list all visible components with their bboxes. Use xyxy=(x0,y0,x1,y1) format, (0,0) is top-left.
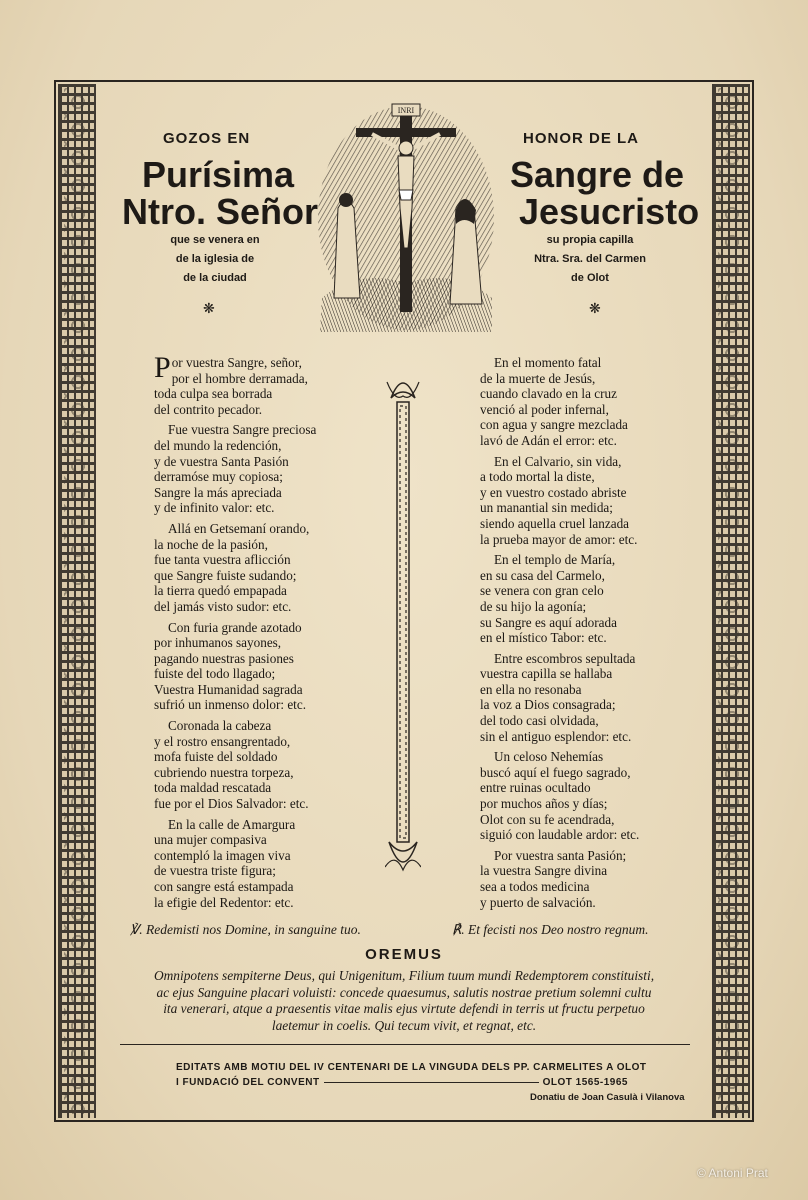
verse-line: Fue vuestra Sangre preciosa xyxy=(168,422,317,438)
verse-line: una mujer compasiva xyxy=(154,832,267,848)
verse-line: cubriendo nuestra torpeza, xyxy=(154,764,294,780)
verse-line: del todo casi olvidada, xyxy=(480,713,599,729)
header-right-sub-line: Ntra. Sra. del Carmen xyxy=(534,253,646,265)
verse-line: Entre escombros sepultada xyxy=(494,650,636,666)
verse-line: la voz a Dios consagrada; xyxy=(480,697,616,713)
header-right-sub-line: su propia capilla xyxy=(546,234,634,246)
verse-line: y de vuestra Santa Pasión xyxy=(154,453,289,469)
verse-line: vuestra capilla se hallaba xyxy=(480,666,613,682)
header-left-title-2: Ntro. Señor xyxy=(122,191,319,232)
verse-line: de vuestra triste figura; xyxy=(154,863,276,879)
header-right-subtitle xyxy=(520,231,660,288)
prayer-line: Omnipotens sempiterne Deus, qui Unigenitum, Filium tuum mundi Redemptorem constituisti, xyxy=(153,968,655,983)
verse-line: su Sangre es aquí adorada xyxy=(480,614,617,630)
verse-line: Por vuestra santa Pasión; xyxy=(494,847,627,863)
footer-line-2-left: I FUNDACIÓ DEL CONVENT xyxy=(176,1077,320,1088)
verse-line: de la muerte de Jesús, xyxy=(480,370,596,386)
verse-line: fue por el Dios Salvador: etc. xyxy=(154,796,309,812)
verse-line: Con furia grande azotado xyxy=(168,619,302,635)
verse-line: Sangre la más apreciada xyxy=(154,484,282,500)
crucifixion-engraving xyxy=(316,98,496,332)
header-left-subtitle xyxy=(150,231,280,288)
verse-line: del mundo la redención, xyxy=(154,437,282,453)
footer-line-2-right: OLOT 1565-1965 xyxy=(542,1077,628,1088)
verse-line: venció al poder infernal, xyxy=(480,401,609,417)
verse-line: la tierra quedó empapada xyxy=(154,583,287,599)
verse-line: pagando nuestras pasiones xyxy=(154,650,294,666)
ornament-star-icon: ❋ xyxy=(589,300,601,316)
verse-line: Vuestra Humanidad sagrada xyxy=(154,681,303,697)
header-left-title-1: Purísima xyxy=(142,154,295,195)
header-left-small: GOZOS EN xyxy=(163,130,251,147)
verse-line: la prueba mayor de amor: etc. xyxy=(480,531,638,547)
prayer-line: ita venerari, atque a praesentis vitae malis ejus virtute defendi in terris ut fructu perpetuo xyxy=(163,1001,645,1017)
verse-line: siendo aquella cruel lanzada xyxy=(480,515,630,531)
oremus-prayer xyxy=(112,968,696,1034)
header-left-sub-line: de la ciudad xyxy=(183,272,247,284)
verse-line: sin el antiguo esplendor: etc. xyxy=(480,728,632,744)
verse-line: siguió con laudable ardor: etc. xyxy=(480,827,640,843)
verse-line: En la calle de Amargura xyxy=(168,816,296,832)
verse-line: sea a todos medicina xyxy=(480,879,590,894)
copyright-watermark: © Antoni Prat xyxy=(697,1166,768,1180)
header-right-title-1: Sangre de xyxy=(510,154,685,195)
verse-line: sufrió un inmenso dolor: etc. xyxy=(154,697,306,713)
donor-credit: Donatiu de Joan Casulà i Vilanova xyxy=(530,1092,685,1103)
divider-rule xyxy=(120,1044,690,1045)
footer-line-1: EDITATS AMB MOTIU DEL IV CENTENARI DE LA VINGUDA DELS PP. CARMELITES A OLOT xyxy=(176,1062,647,1073)
verse-line: del contrito pecador. xyxy=(154,401,263,417)
center-cross-ornament xyxy=(385,372,421,892)
verse-line: con agua y sangre mezclada xyxy=(480,417,628,433)
verse-line: de su hijo la agonía; xyxy=(480,598,587,614)
header-right-title-2: Jesucristo xyxy=(519,191,700,232)
verse-line: entre ruinas ocultado xyxy=(480,780,591,796)
verse-line: Un celoso Nehemías xyxy=(494,749,604,765)
header-left-sub-line: que se venera en xyxy=(170,234,260,246)
verse-line: En el momento fatal xyxy=(494,355,602,370)
verse-line: Olot con su fe acendrada, xyxy=(480,811,615,827)
verse-line: la efigie del Redentor: etc. xyxy=(154,894,294,910)
verse-line: En el templo de María, xyxy=(494,552,616,568)
verse-line: buscó aquí el fuego sagrado, xyxy=(480,764,631,780)
prayer-line: ac ejus Sanguine placari voluisti: concede quaesumus, salutis nostrae pretium solemni cultu xyxy=(156,984,652,1000)
verse-line: En el Calvario, sin vida, xyxy=(494,453,622,469)
oremus-title: OREMUS xyxy=(365,946,443,963)
ornament-star-icon: ❋ xyxy=(203,300,215,316)
verse-line: toda culpa sea borrada xyxy=(154,386,273,402)
header-right-small: HONOR DE LA xyxy=(523,130,639,147)
verse-line: lavó de Adán el error: etc. xyxy=(480,432,617,448)
header-right-sub-line: de Olot xyxy=(571,272,609,284)
verse-line: derramóse muy copiosa; xyxy=(154,469,283,485)
footer-line-2 xyxy=(176,1075,646,1090)
verse-line: Coronada la cabeza xyxy=(168,718,272,734)
verse-line: y de infinito valor: etc. xyxy=(154,500,275,516)
verse-line: fue tanta vuestra aflicción xyxy=(154,552,291,568)
verse-line: se venera con gran celo xyxy=(480,583,604,599)
header-left-sub-line: de la iglesia de xyxy=(175,253,255,265)
verse-line: un manantial sin medida; xyxy=(480,500,613,516)
drop-cap: P xyxy=(154,351,171,384)
verse-line: la noche de la pasión, xyxy=(154,536,268,552)
verse-line: fuiste del todo llagado; xyxy=(154,666,276,682)
verse-line: y puerto de salvación. xyxy=(480,894,596,910)
footer-edition-note xyxy=(176,1060,646,1090)
verse-line: en su casa del Carmelo, xyxy=(480,567,605,583)
verse-line: del jamás visto sudor: etc. xyxy=(154,598,292,614)
verse-text: or vuestra Sangre, señor, xyxy=(171,355,302,370)
verse-line: contempló la imagen viva xyxy=(154,847,291,863)
verse-line: que Sangre fuiste sudando; xyxy=(154,567,297,583)
verse-line: por muchos años y días; xyxy=(480,796,608,812)
prayer-line: laetemur in coelis. Qui tecum vivit, et regnat, etc. xyxy=(271,1017,537,1033)
verse-line: mofa fuiste del soldado xyxy=(154,749,278,765)
verse-line: por inhumanos sayones, xyxy=(154,635,282,651)
verse-line: Allá en Getsemaní orando, xyxy=(168,520,310,536)
verse-line: toda maldad rescatada xyxy=(154,780,272,796)
response-text: ℟. Et fecisti nos Deo nostro regnum. xyxy=(452,922,649,937)
verse-line: con sangre está estampada xyxy=(154,879,294,894)
cross-plaque-text: INRI xyxy=(397,106,415,115)
verse-line: por el hombre derramada, xyxy=(171,370,308,386)
left-verse-column xyxy=(154,351,317,910)
verse-line: en el místico Tabor: etc. xyxy=(480,630,607,646)
footer-dash xyxy=(324,1082,539,1083)
verse-line: cuando clavado en la cruz xyxy=(480,386,617,402)
verse-line: a todo mortal la diste, xyxy=(480,469,595,485)
verse-line: y el rostro ensangrentado, xyxy=(154,733,291,749)
verse-line: y en vuestro costado abriste xyxy=(480,484,627,500)
right-verse-column xyxy=(480,355,639,910)
verse-line: la vuestra Sangre divina xyxy=(480,863,608,879)
verse-line: en ella no resonaba xyxy=(480,681,582,697)
versicle-text: ℣. Redemisti nos Domine, in sanguine tuo. xyxy=(130,922,361,937)
